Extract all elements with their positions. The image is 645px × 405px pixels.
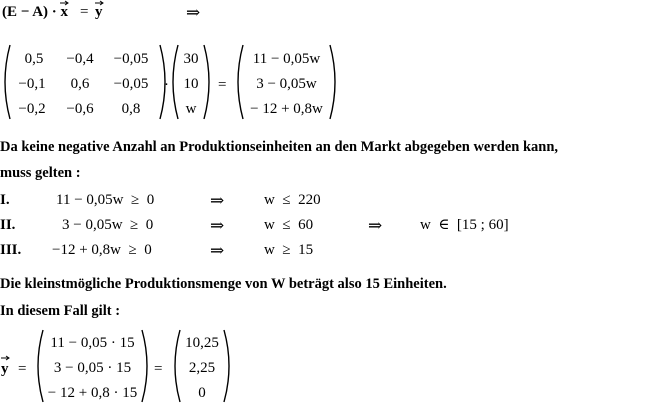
equals-sign: = [18,361,27,377]
matrix-cell: −0,4 [66,51,94,67]
condition-expr: −12 + 0,8w ≥ 0 [52,242,152,258]
condition-expr: 11 − 0,05w ≥ 0 [56,192,155,208]
paragraph-text: muss gelten : [0,165,81,181]
result-cell: − 12 + 0,8w [250,101,323,117]
paragraph-text: Da keine negative Anzahl an Produktionseinheiten an den Markt abgegeben werden kann, [0,139,559,155]
matrix-cell: −0,05 [113,51,149,67]
equals-sign: = [218,77,227,93]
matrix-cell: −0,2 [18,101,46,117]
condition-label: III. [0,242,22,258]
interval-result: w ∈ [15 ; 60] [420,217,509,233]
implies-arrow: ⇒ [210,241,225,260]
equation-lhs: (E − A) · x [2,4,69,20]
equation-equals: = [80,4,89,20]
paragraph-text: Die kleinstmögliche Produktionsmenge von W beträgt also 15 Einheiten. [0,276,447,292]
vector-cell: w [185,101,197,117]
result-cell: 3 − 0,05w [256,76,317,92]
matrix-cell: −0,6 [66,101,94,117]
condition-result: w ≤ 220 [264,192,321,208]
condition-label: I. [0,192,10,208]
final-result-cell: 0 [198,385,206,401]
vector-cell: 30 [183,51,199,67]
matrix-cell: −0,1 [18,76,46,92]
final-cell: 11 − 0,05 · 15 [50,335,135,351]
final-cell: − 12 + 0,8 · 15 [47,385,138,401]
implies-arrow: ⇒ [210,216,225,235]
equals-sign: = [154,361,163,377]
final-y: y [1,361,9,377]
matrix-cell: 0,8 [121,101,141,117]
matrix-cell: 0,6 [70,76,90,92]
implies-arrow: ⇒ [186,3,201,22]
condition-result: w ≥ 15 [264,242,314,258]
implies-arrow: ⇒ [210,191,225,210]
implies-arrow: ⇒ [368,216,383,235]
condition-result: w ≤ 60 [264,217,314,233]
paragraph-text: In diesem Fall gilt : [0,303,121,319]
condition-expr: 3 − 0,05w ≥ 0 [62,217,154,233]
final-result-cell: 10,25 [185,335,219,351]
final-cell: 3 − 0,05 · 15 [53,360,132,376]
vector-cell: 10 [183,76,199,92]
condition-label: II. [0,217,16,233]
equation-y: y [95,4,103,20]
matrix-cell: 0,5 [24,51,44,67]
result-cell: 11 − 0,05w [252,51,321,67]
matrix-cell: −0,05 [113,76,149,92]
final-result-cell: 2,25 [188,360,216,376]
multiply-dot: · [164,77,169,93]
